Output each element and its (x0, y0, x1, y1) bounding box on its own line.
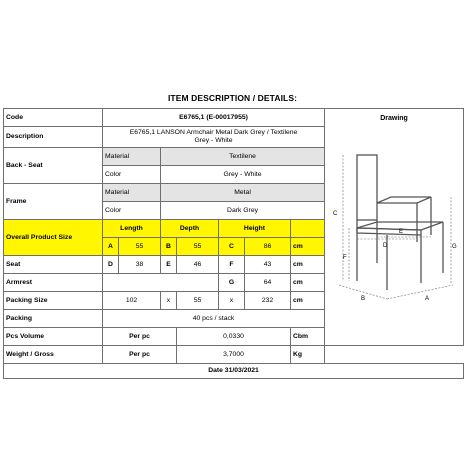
armrest-label: Armrest (4, 274, 103, 292)
row-weight (4, 346, 464, 364)
weight-per: Per pc (103, 346, 177, 364)
description-value (103, 127, 325, 148)
depth-header: Depth (161, 220, 219, 238)
overall-size-label: Overall Product Size (4, 220, 103, 256)
pcs-volume-label: Pcs Volume (4, 328, 103, 346)
seat-label: Seat (4, 256, 103, 274)
armrest-blank (103, 274, 219, 292)
dim-e-value: 46 (177, 256, 219, 274)
label-e: E (399, 229, 404, 235)
date-footer: Date 31/03/2021 (4, 364, 464, 379)
chair-backrest (357, 155, 377, 220)
label-b: B (361, 296, 366, 302)
dim-g-letter: G (219, 274, 245, 292)
code-label: Code (4, 109, 103, 127)
chair-armrest (377, 197, 431, 203)
chair-seat-front (357, 228, 421, 235)
frame-material-label: Material (103, 184, 161, 202)
back-seat-material-value: Textilene (161, 148, 325, 166)
label-a: A (425, 296, 430, 302)
code-value: E6765,1 (E-00017955) (103, 109, 325, 127)
armrest-unit: cm (291, 274, 325, 292)
packing-length: 102 (103, 292, 161, 310)
label-g: G (452, 244, 457, 250)
drawing-title: Drawing (380, 115, 408, 122)
packing-size-label: Packing Size (4, 292, 103, 310)
label-c: C (333, 211, 338, 217)
description-label: Description (4, 127, 103, 148)
dim-b-value: 55 (177, 238, 219, 256)
seat-unit: cm (291, 256, 325, 274)
packing-value: 40 pcs / stack (103, 310, 325, 328)
pcs-volume-per: Per pc (103, 328, 177, 346)
dim-c-letter: C (219, 238, 245, 256)
page-title: ITEM DESCRIPTION / DETAILS: (167, 93, 298, 103)
overall-unit: cm (291, 238, 325, 256)
row-date (4, 364, 464, 379)
drawing-panel (325, 109, 464, 346)
description-line-1: E6765,1 LANSON Armchair Metal Dark Grey / Textilene (129, 129, 298, 136)
packing-x2: x (219, 292, 245, 310)
frame-label: Frame (4, 184, 103, 220)
pcs-volume-value: 0,0330 (177, 328, 291, 346)
label-f: F (343, 255, 347, 261)
length-header: Length (103, 220, 161, 238)
dim-a-letter: A (103, 238, 119, 256)
dim-c-value: 86 (245, 238, 291, 256)
row-code (4, 109, 464, 127)
pcs-volume-unit: Cbm (291, 328, 325, 346)
dim-e-letter: E (161, 256, 177, 274)
dim-d-value: 38 (119, 256, 161, 274)
frame-color-value: Dark Grey (161, 202, 325, 220)
dimension-a (387, 285, 453, 299)
description-line-2: Grey - White (194, 137, 233, 144)
dim-b-letter: B (161, 238, 177, 256)
back-seat-color-value: Grey - White (161, 166, 325, 184)
chair-drawing (333, 149, 457, 309)
item-details-table (3, 108, 464, 379)
packing-unit: cm (291, 292, 325, 310)
back-seat-label: Back - Seat (4, 148, 103, 184)
weight-unit: Kg (291, 346, 325, 364)
dim-a-value: 55 (119, 238, 161, 256)
dim-f-value: 43 (245, 256, 291, 274)
back-seat-material-label: Material (103, 148, 161, 166)
dim-g-value: 64 (245, 274, 291, 292)
weight-value: 3,7000 (177, 346, 291, 364)
frame-material-value: Metal (161, 184, 325, 202)
dim-f-letter: F (219, 256, 245, 274)
packing-label: Packing (4, 310, 103, 328)
packing-width: 55 (177, 292, 219, 310)
label-d: D (383, 243, 388, 249)
frame-color-label: Color (103, 202, 161, 220)
height-header: Height (219, 220, 291, 238)
packing-x1: x (161, 292, 177, 310)
weight-label: Weight / Gross (4, 346, 103, 364)
back-seat-color-label: Color (103, 166, 161, 184)
packing-height: 232 (245, 292, 291, 310)
overall-header-blank (291, 220, 325, 238)
dim-d-letter: D (103, 256, 119, 274)
